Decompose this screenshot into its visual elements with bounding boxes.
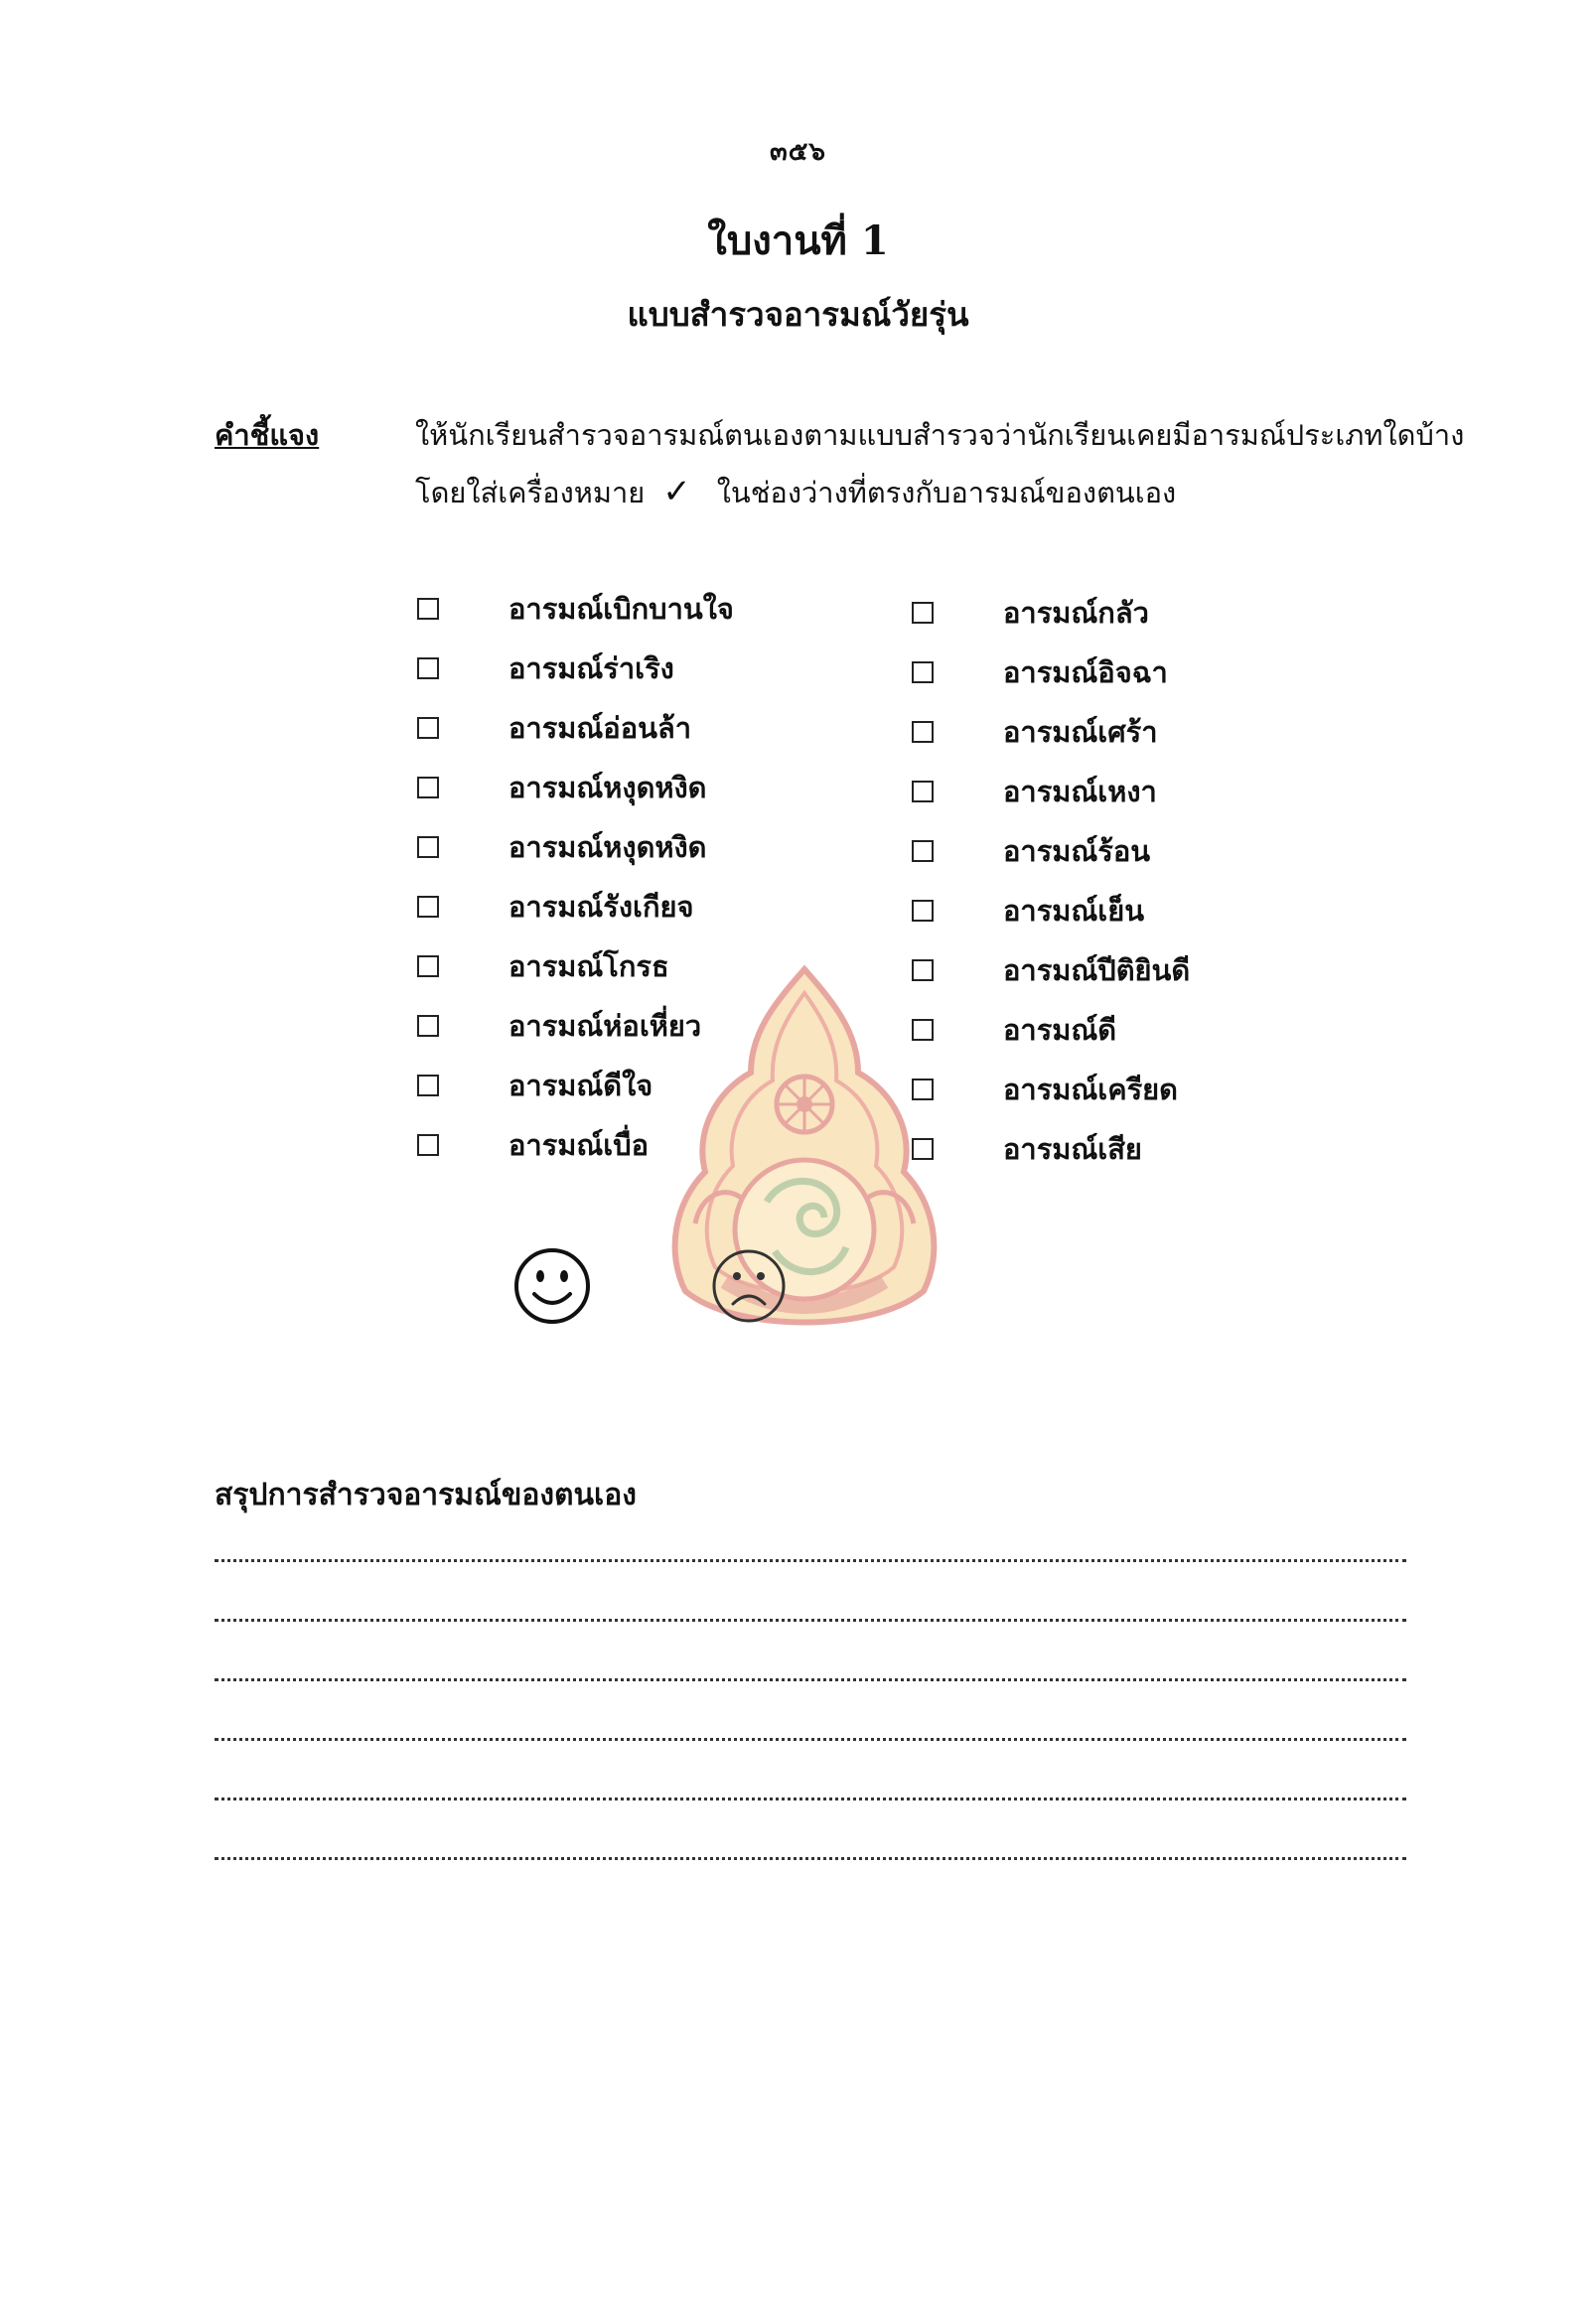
emotion-right-item xyxy=(912,707,1157,757)
emotion-checkbox[interactable] xyxy=(417,598,439,620)
emotion-checkbox[interactable] xyxy=(912,721,934,743)
emotion-left-item xyxy=(417,644,674,693)
page-number: ๓๕๖ xyxy=(770,137,826,167)
emotion-checkbox[interactable] xyxy=(912,840,934,862)
emotion-label: อารมณ์เหงา xyxy=(1003,775,1157,808)
instructions-line-1: ให้นักเรียนสำรวจอารมณ์ตนเองตามแบบสำรวจว่านักเรียนเคยมีอารมณ์ประเภทใดบ้าง xyxy=(415,418,1465,452)
summary-blank-line[interactable] xyxy=(215,1619,1406,1622)
summary-blank-line[interactable] xyxy=(215,1857,1406,1860)
emotion-right-item xyxy=(912,648,1168,697)
emotion-right-item xyxy=(912,826,1150,876)
emotion-label: อารมณ์เบื่อ xyxy=(508,1128,650,1162)
summary-blank-line[interactable] xyxy=(215,1559,1406,1562)
emotion-left-item xyxy=(417,1061,653,1110)
instructions-line-2-start: โดยใส่เครื่องหมาย xyxy=(415,476,646,509)
emotion-left-item xyxy=(417,584,734,634)
emotion-label: อารมณ์หงุดหงิด xyxy=(508,771,707,804)
summary-blank-line[interactable] xyxy=(215,1738,1406,1741)
emotion-right-item xyxy=(912,767,1157,816)
emotion-left-item xyxy=(417,1120,649,1170)
emotion-label: อารมณ์ร่าเริง xyxy=(508,651,674,685)
worksheet-subtitle: แบบสำรวจอารมณ์วัยรุ่น xyxy=(627,295,969,334)
instructions-line-2-end: ในช่องว่างที่ตรงกับอารมณ์ของตนเอง xyxy=(716,476,1177,509)
emotion-checkbox[interactable] xyxy=(912,1019,934,1041)
emotion-checkbox[interactable] xyxy=(417,657,439,679)
emotion-right-item xyxy=(912,886,1144,936)
instructions-label: คำชี้แจง xyxy=(215,418,320,452)
emotion-left-item xyxy=(417,941,669,991)
emotion-checkbox[interactable] xyxy=(417,717,439,739)
emotion-checkbox[interactable] xyxy=(417,1075,439,1096)
instructions-line-2 xyxy=(415,470,1176,515)
emotion-label: อารมณ์อิจฉา xyxy=(1003,655,1168,689)
emotion-label: อารมณ์เบิกบานใจ xyxy=(508,592,734,626)
emotion-label: อารมณ์เย็น xyxy=(1003,894,1145,928)
emotion-checkbox[interactable] xyxy=(417,955,439,977)
emotion-label: อารมณ์โกรธ xyxy=(508,949,669,983)
emotion-checkbox[interactable] xyxy=(417,1015,439,1037)
emotion-checkbox[interactable] xyxy=(417,777,439,798)
emotion-checkbox[interactable] xyxy=(912,781,934,802)
emotion-label: อารมณ์กลัว xyxy=(1003,596,1149,630)
emotion-left-item xyxy=(417,882,694,932)
emotion-right-item xyxy=(912,588,1149,638)
emotion-label: อารมณ์เสีย xyxy=(1003,1132,1142,1166)
emotion-left-item xyxy=(417,1001,701,1051)
emotion-label: อารมณ์ดีใจ xyxy=(508,1069,653,1102)
emotion-label: อารมณ์เศร้า xyxy=(1003,715,1158,749)
emotion-checkbox[interactable] xyxy=(912,1079,934,1100)
emotion-checkbox[interactable] xyxy=(912,959,934,981)
emotion-right-item xyxy=(912,1124,1142,1174)
emotion-label: อารมณ์หงุดหงิด xyxy=(508,830,707,864)
emotion-label: อารมณ์ดี xyxy=(1003,1013,1117,1047)
emotion-checkbox[interactable] xyxy=(417,896,439,918)
emotion-label: อารมณ์ร้อน xyxy=(1003,834,1151,868)
emotion-label: อารมณ์ปีติยินดี xyxy=(1003,953,1191,987)
emotion-right-item xyxy=(912,945,1190,995)
emotion-left-item xyxy=(417,703,691,753)
smiley-face-icon xyxy=(512,1246,592,1326)
emotion-checkbox[interactable] xyxy=(912,602,934,624)
sad-face-icon xyxy=(709,1246,789,1326)
emotion-label: อารมณ์รังเกียจ xyxy=(508,890,694,924)
emotion-checkbox[interactable] xyxy=(912,1138,934,1160)
emotion-checkbox[interactable] xyxy=(417,836,439,858)
summary-blank-line[interactable] xyxy=(215,1678,1406,1681)
emotion-right-item xyxy=(912,1065,1178,1114)
emotion-label: อารมณ์เครียด xyxy=(1003,1073,1179,1106)
emotion-checkbox[interactable] xyxy=(417,1134,439,1156)
summary-title: สรุปการสำรวจอารมณ์ของตนเอง xyxy=(215,1478,637,1512)
emotion-checkbox[interactable] xyxy=(912,900,934,922)
emotion-left-item xyxy=(417,822,707,872)
emotion-label: อารมณ์ห่อเหี่ยว xyxy=(508,1009,702,1043)
worksheet-title: ใบงานที่ 1 xyxy=(707,217,889,264)
emotion-right-item xyxy=(912,1005,1116,1055)
checkmark-icon: ✓ xyxy=(662,472,691,511)
summary-blank-line[interactable] xyxy=(215,1798,1406,1800)
emotion-checkbox[interactable] xyxy=(912,661,934,683)
emotion-label: อารมณ์อ่อนล้า xyxy=(508,711,692,745)
emotion-left-item xyxy=(417,763,707,812)
